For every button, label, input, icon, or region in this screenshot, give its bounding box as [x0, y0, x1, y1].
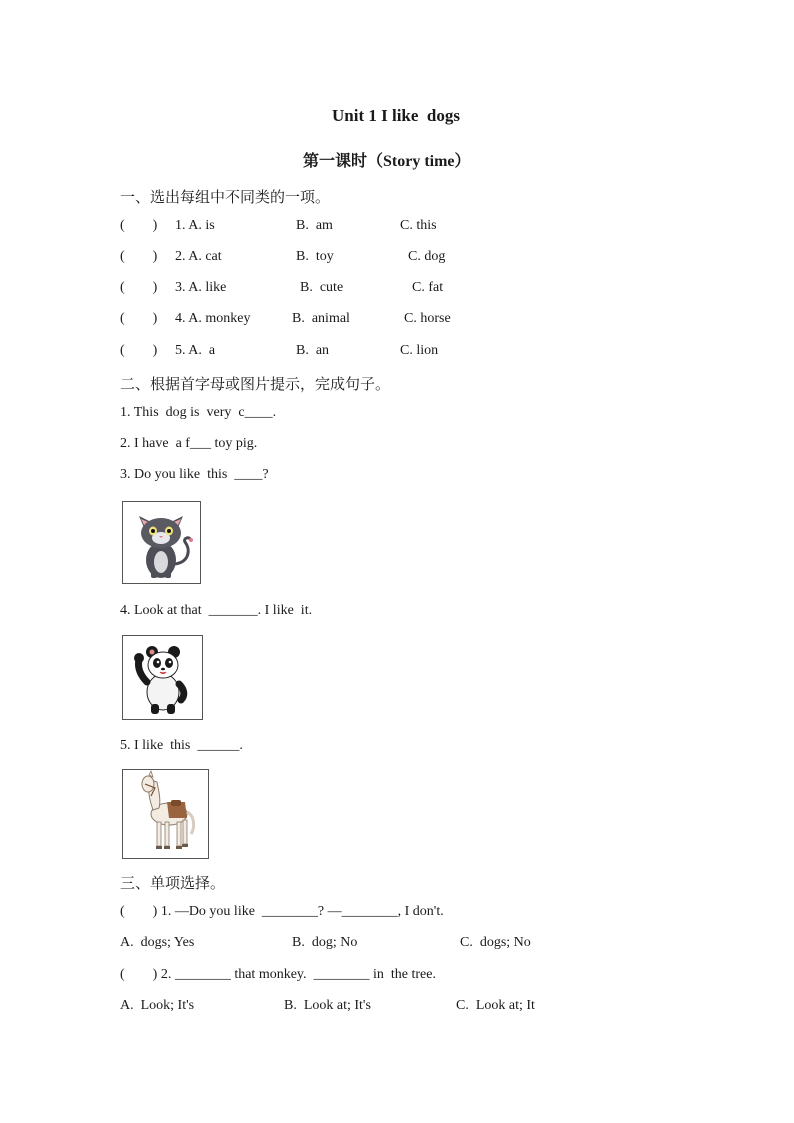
section2-heading: 二、根据首字母或图片提示，完成句子。 — [120, 375, 391, 393]
option-a: 5. A. a — [175, 343, 216, 358]
panda-picture — [122, 635, 203, 720]
option-c: C. fat — [412, 280, 444, 295]
option-a: 2. A. cat — [175, 249, 222, 264]
option-c: C. horse — [404, 311, 451, 326]
answer-paren: ( ) — [120, 280, 158, 295]
page-title: Unit 1 I like dogs — [332, 106, 460, 125]
answer-paren: ( ) — [120, 311, 158, 326]
option-c: C. Look at; It — [456, 998, 535, 1013]
option-a: 3. A. like — [175, 280, 227, 295]
option-c: C. dogs; No — [460, 935, 531, 950]
sentence-4: 4. Look at that _______. I like it. — [120, 603, 313, 618]
sentence-5: 5. I like this ______. — [120, 738, 243, 753]
question-2: ( ) 2. ________ that monkey. ________ in the tree. — [120, 967, 436, 982]
option-b: B. dog; No — [292, 935, 358, 950]
section1-heading: 一、选出每组中不同类的一项。 — [120, 188, 331, 206]
sentence-1: 1. This dog is very c____. — [120, 405, 277, 420]
panda-illustration — [123, 636, 202, 719]
sentence-3: 3. Do you like this ____? — [120, 467, 269, 482]
horse-illustration — [123, 770, 208, 858]
answer-paren: ( ) — [120, 218, 158, 233]
horse-picture — [122, 769, 209, 859]
option-b: B. an — [296, 343, 330, 358]
cat-picture — [122, 501, 201, 584]
page-subtitle: 第一课时（Story time） — [303, 153, 471, 170]
answer-paren: ( ) — [120, 343, 158, 358]
option-a: 1. A. is — [175, 218, 215, 233]
option-b: B. am — [296, 218, 333, 233]
option-c: C. this — [400, 218, 437, 233]
option-b: B. animal — [292, 311, 350, 326]
option-a: A. dogs; Yes — [120, 935, 195, 950]
question-1: ( ) 1. —Do you like ________? —________, I don't. — [120, 904, 444, 919]
cat-illustration — [123, 502, 200, 583]
option-c: C. dog — [408, 249, 446, 264]
option-b: B. toy — [296, 249, 334, 264]
option-a: 4. A. monkey — [175, 311, 251, 326]
option-b: B. Look at; It's — [284, 998, 371, 1013]
section3-heading: 三、单项选择。 — [120, 874, 226, 892]
option-c: C. lion — [400, 343, 439, 358]
answer-paren: ( ) — [120, 249, 158, 264]
sentence-2: 2. I have a f___ toy pig. — [120, 436, 258, 451]
option-b: B. cute — [300, 280, 344, 295]
option-a: A. Look; It's — [120, 998, 195, 1013]
